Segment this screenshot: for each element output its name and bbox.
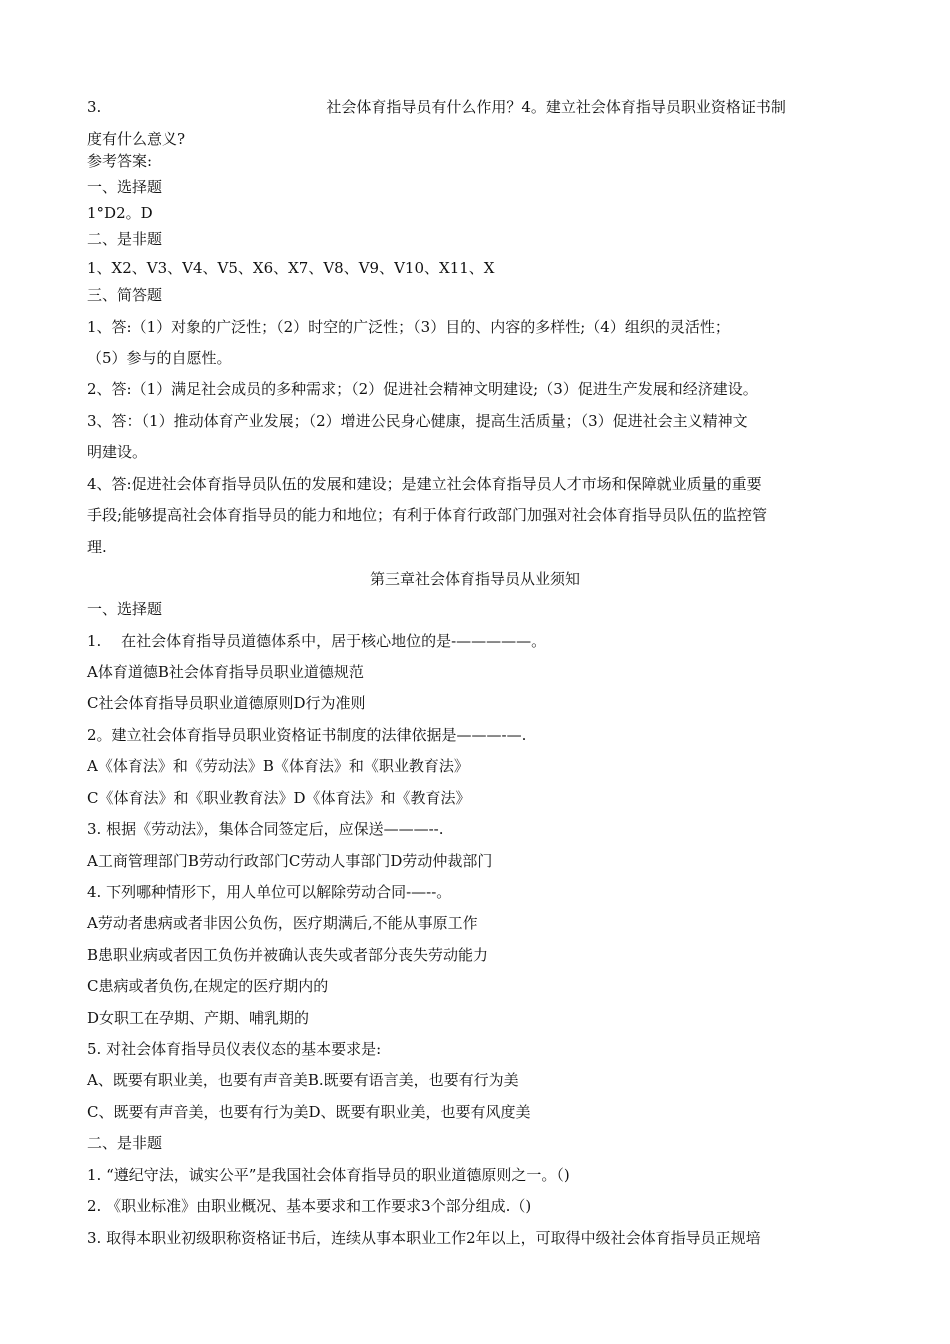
question: 1. “遵纪守法，诚实公平”是我国社会体育指导员的职业道德原则之一。（)	[87, 1166, 570, 1184]
question: 1. 在社会体育指导员道德体系中，居于核心地位的是-—————。	[87, 632, 547, 650]
text-line: 1、X2、V3、V4、V5、X6、X7、V8、V9、V10、X11、X	[87, 259, 495, 277]
text-line: 3. 社会体育指导员有什么作用？4。建立社会体育指导员职业资格证书制	[87, 98, 786, 116]
section-heading: 一、选择题	[87, 178, 163, 196]
section-heading: 二、是非题	[87, 230, 163, 248]
option: A《体育法》和《劳动法》B《体育法》和《职业教育法》	[87, 757, 469, 775]
text-line: 2、答:（1）满足社会成员的多种需求；（2）促进社会精神文明建设;（3）促进生产发展和经济建设。	[87, 380, 758, 398]
question: 2. 《职业标准》由职业概况、基本要求和工作要求3个部分组成.（)	[87, 1197, 532, 1215]
text-line: 1°D2。D	[87, 204, 153, 222]
text-line: 1、答:（1）对象的广泛性；（2）时空的广泛性；（3）目的、内容的多样性;（4）组织的灵活性；	[87, 318, 730, 336]
text-line: 明建设。	[87, 443, 148, 461]
question: 4. 下列哪种情形下，用人单位可以解除劳动合同-—--。	[87, 883, 452, 901]
text-line: 3、答：（1）推动体育产业发展；（2）增进公民身心健康，提高生活质量；（3）促进社会主义精神文	[87, 412, 748, 430]
section-heading: 二、是非题	[87, 1134, 163, 1152]
option: C、既要有声音美，也要有行为美D、既要有职业美，也要有风度美	[87, 1103, 531, 1121]
option: A劳动者患病或者非因公负伤，医疗期满后,不能从事原工作	[87, 914, 478, 932]
text-line: （5）参与的自愿性。	[87, 349, 232, 367]
question: 3. 取得本职业初级职称资格证书后，连续从事本职业工作2年以上，可取得中级社会体育指导员正规培	[87, 1229, 761, 1247]
section-heading: 一、选择题	[87, 600, 163, 618]
chapter-title: 第三章社会体育指导员从业须知	[369, 570, 580, 588]
text-line: 参考答案:	[87, 152, 153, 170]
text-line: 手段;能够提高社会体育指导员的能力和地位；有利于体育行政部门加强对社会体育指导员队伍的监控管	[87, 506, 768, 524]
option: C《体育法》和《职业教育法》D《体育法》和《教育法》	[87, 789, 471, 807]
question: 3. 根据《劳动法》，集体合同签定后，应保送———--.	[87, 820, 444, 838]
option: C患病或者负伤,在规定的医疗期内的	[87, 977, 329, 995]
question: 5. 对社会体育指导员仪表仪态的基本要求是:	[87, 1040, 382, 1058]
text-line: 4、答:促进社会体育指导员队伍的发展和建设；是建立社会体育指导员人才市场和保障就业质量的重要	[87, 475, 762, 493]
text-line: 理.	[87, 538, 107, 556]
option: D女职工在孕期、产期、哺乳期的	[87, 1009, 310, 1027]
text-line: 度有什么意义?	[87, 130, 186, 148]
option: B患职业病或者因工负伤并被确认丧失或者部分丧失劳动能力	[87, 946, 489, 964]
option: A体育道德B社会体育指导员职业道德规范	[87, 663, 364, 681]
option: C社会体育指导员职业道德原则D行为准则	[87, 694, 366, 712]
section-heading: 三、简答题	[87, 286, 163, 304]
option: A、既要有职业美，也要有声音美B.既要有语言美，也要有行为美	[87, 1071, 519, 1089]
question: 2。建立社会体育指导员职业资格证书制度的法律依据是———-—.	[87, 726, 527, 744]
option: A工商管理部门B劳动行政部门C劳动人事部门D劳动仲裁部门	[87, 852, 493, 870]
